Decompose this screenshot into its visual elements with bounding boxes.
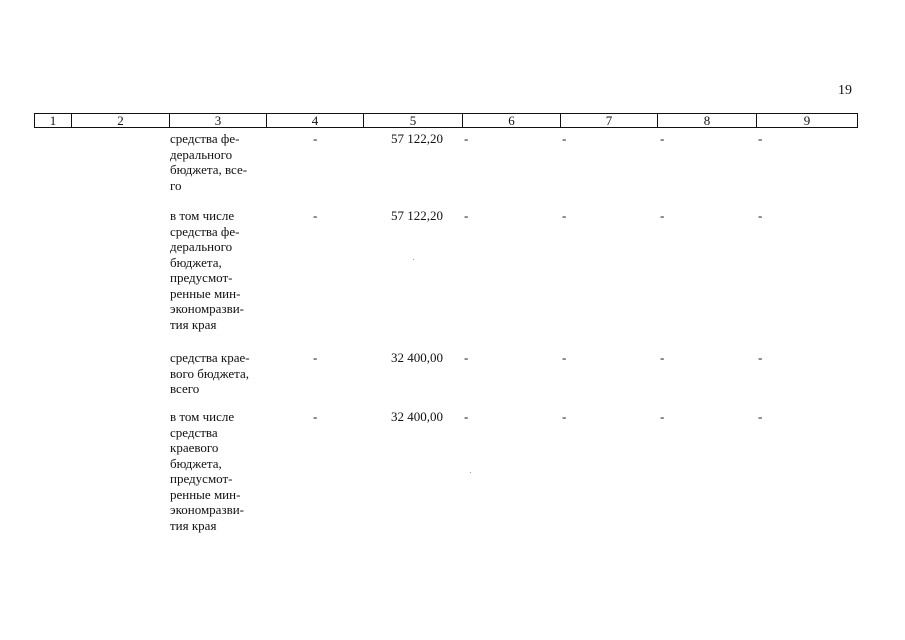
col5-amount: 57 122,20 <box>391 208 443 223</box>
col9-value: - <box>758 409 763 424</box>
row-description <box>170 208 266 332</box>
col4-value: - <box>313 409 318 424</box>
column-header-5: 5 <box>364 114 463 127</box>
description-line: в том числе <box>170 208 235 223</box>
col7-value: - <box>562 409 567 424</box>
description-line: экономразви- <box>170 301 245 316</box>
description-line: предусмот- <box>170 471 233 486</box>
description-line: всего <box>170 381 200 396</box>
col5-amount: 32 400,00 <box>391 350 443 365</box>
scan-speck <box>413 259 414 260</box>
description-line: вого бюджета, <box>170 365 250 381</box>
row-description <box>170 350 266 397</box>
col8-value: - <box>660 131 665 146</box>
description-line: экономразви- <box>170 502 245 517</box>
description-line: бюджета, <box>170 455 222 471</box>
row-description <box>170 409 266 533</box>
col8-value: - <box>660 350 665 365</box>
col8-value: - <box>660 208 665 223</box>
column-number-header <box>34 113 858 128</box>
col6-value: - <box>464 409 469 424</box>
col6-value: - <box>464 208 469 223</box>
col4-value: - <box>313 350 318 365</box>
col9-value: - <box>758 208 763 223</box>
description-line: бюджета, все- <box>170 162 248 177</box>
scan-speck <box>470 472 471 473</box>
column-header-8: 8 <box>658 114 757 127</box>
col7-value: - <box>562 131 567 146</box>
description-line: го <box>170 177 182 193</box>
col9-value: - <box>758 131 763 146</box>
description-line: тия края <box>170 517 217 533</box>
col4-value: - <box>313 208 318 223</box>
description-line: дерального <box>170 239 233 254</box>
column-header-3: 3 <box>170 114 267 127</box>
col7-value: - <box>562 350 567 365</box>
description-line: в том числе <box>170 409 235 424</box>
description-line: предусмот- <box>170 270 233 285</box>
description-line: средства фе- <box>170 131 240 146</box>
description-line: ренные мин- <box>170 285 241 301</box>
description-line: бюджета, <box>170 254 222 270</box>
description-line: дерального <box>170 146 233 162</box>
column-header-1: 1 <box>35 114 72 127</box>
col7-value: - <box>562 208 567 223</box>
description-line: средства фе- <box>170 223 240 239</box>
row-description <box>170 131 266 193</box>
description-line: ренные мин- <box>170 486 241 502</box>
description-line: средства крае- <box>170 350 250 365</box>
page-number: 19 <box>838 83 852 98</box>
column-header-6: 6 <box>463 114 561 127</box>
column-header-9: 9 <box>803 113 811 128</box>
col6-value: - <box>464 350 469 365</box>
description-line: средства <box>170 424 218 440</box>
column-header-7: 7 <box>561 114 658 127</box>
column-header-4: 4 <box>267 114 364 127</box>
col5-amount: 57 122,20 <box>391 131 443 146</box>
col6-value: - <box>464 131 469 146</box>
column-header-2: 2 <box>72 114 170 127</box>
description-line: краевого <box>170 440 219 455</box>
col8-value: - <box>660 409 665 424</box>
description-line: тия края <box>170 316 217 332</box>
col5-amount: 32 400,00 <box>391 409 443 424</box>
col9-value: - <box>758 350 763 365</box>
col4-value: - <box>313 131 318 146</box>
